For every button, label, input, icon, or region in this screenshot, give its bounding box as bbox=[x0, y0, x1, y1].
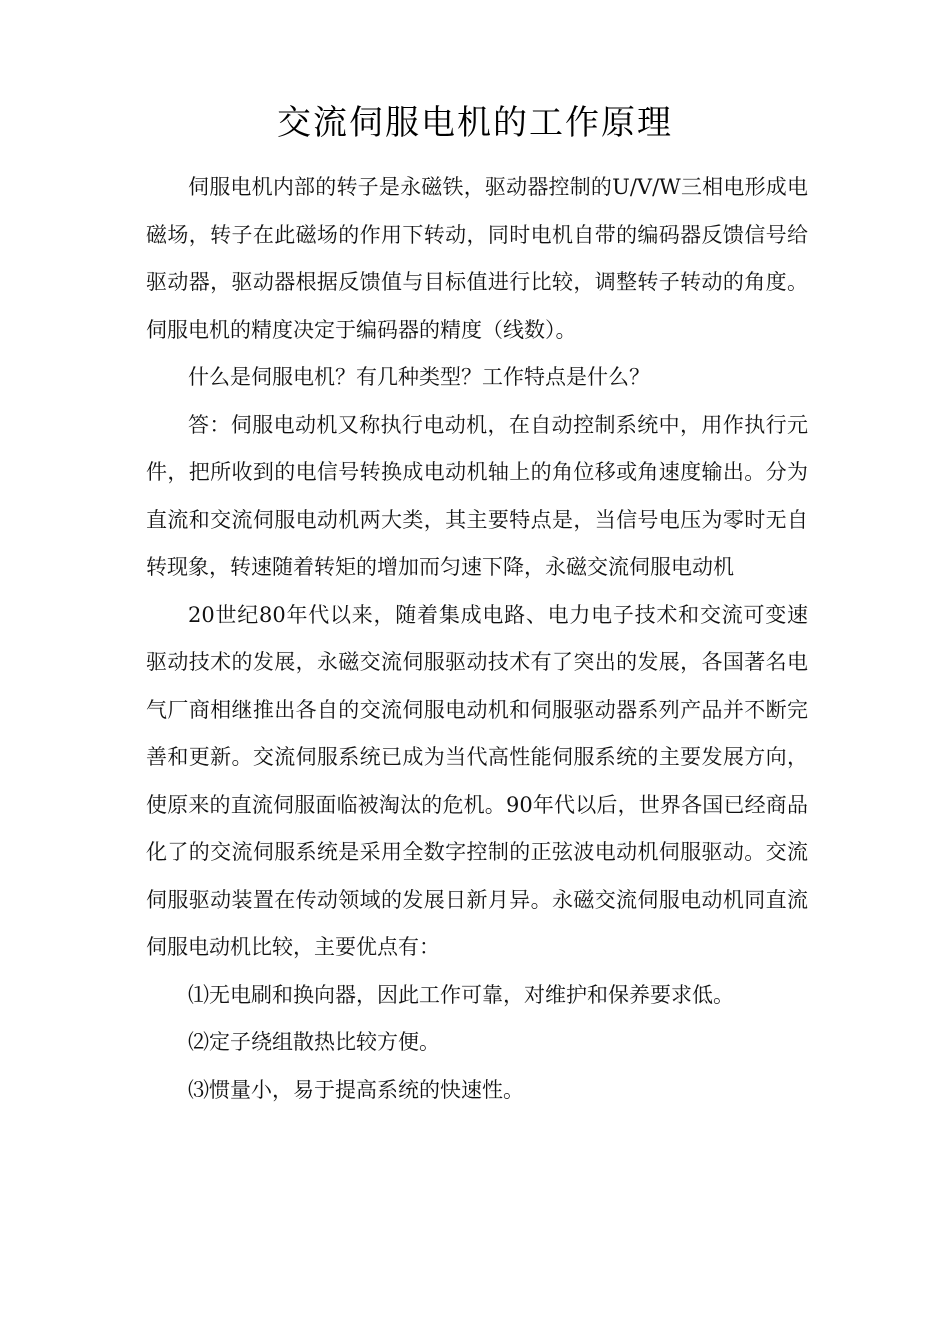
paragraph-working-principle: 伺服电机内部的转子是永磁铁，驱动器控制的U/V/W三相电形成电磁场，转子在此磁场的作用下转动，同时电机自带的编码器反馈信号给驱动器，驱动器根据反馈值与目标值进行比较，调整转子转动的角度。伺服电机的精度决定于编码器的精度（线数）。 bbox=[146, 175, 808, 342]
paragraph-answer: 答：伺服电动机又称执行电动机，在自动控制系统中，用作执行元件，把所收到的电信号转换成电动机轴上的角位移或角速度输出。分为直流和交流伺服电动机两大类，其主要特点是，当信号电压为零时无自转现象，转速随着转矩的增加而匀速下降，永磁交流伺服电动机 bbox=[146, 412, 808, 579]
advantage-item-1: ⑴无电刷和换向器，因此工作可靠，对维护和保养要求低。 bbox=[188, 982, 734, 1007]
paragraph-question: 什么是伺服电机？有几种类型？工作特点是什么？ bbox=[188, 365, 650, 389]
paragraph-development-history: 20世纪80年代以来，随着集成电路、电力电子技术和交流可变速驱动技术的发展，永磁交流伺服驱动技术有了突出的发展，各国著名电气厂商相继推出各自的交流伺服电动机和伺服驱动器系列产品并不断完善和更新。交流伺服系统已成为当代高性能伺服系统的主要发展方向，使原来的直流伺服面临被淘汰的危机。90年代以后，世界各国已经商品化了的交流伺服系统是采用全数字控制的正弦波电动机伺服驱动。交流伺服驱动装置在传动领域的发展日新月异。永磁交流伺服电动机同直流伺服电动机比较，主要优点有： bbox=[146, 602, 808, 959]
advantage-item-2: ⑵定子绕组散热比较方便。 bbox=[188, 1030, 440, 1054]
document-title: 交流伺服电机的工作原理 bbox=[277, 103, 673, 143]
document-body bbox=[146, 164, 808, 1114]
advantage-item-3: ⑶惯量小，易于提高系统的快速性。 bbox=[188, 1077, 524, 1102]
